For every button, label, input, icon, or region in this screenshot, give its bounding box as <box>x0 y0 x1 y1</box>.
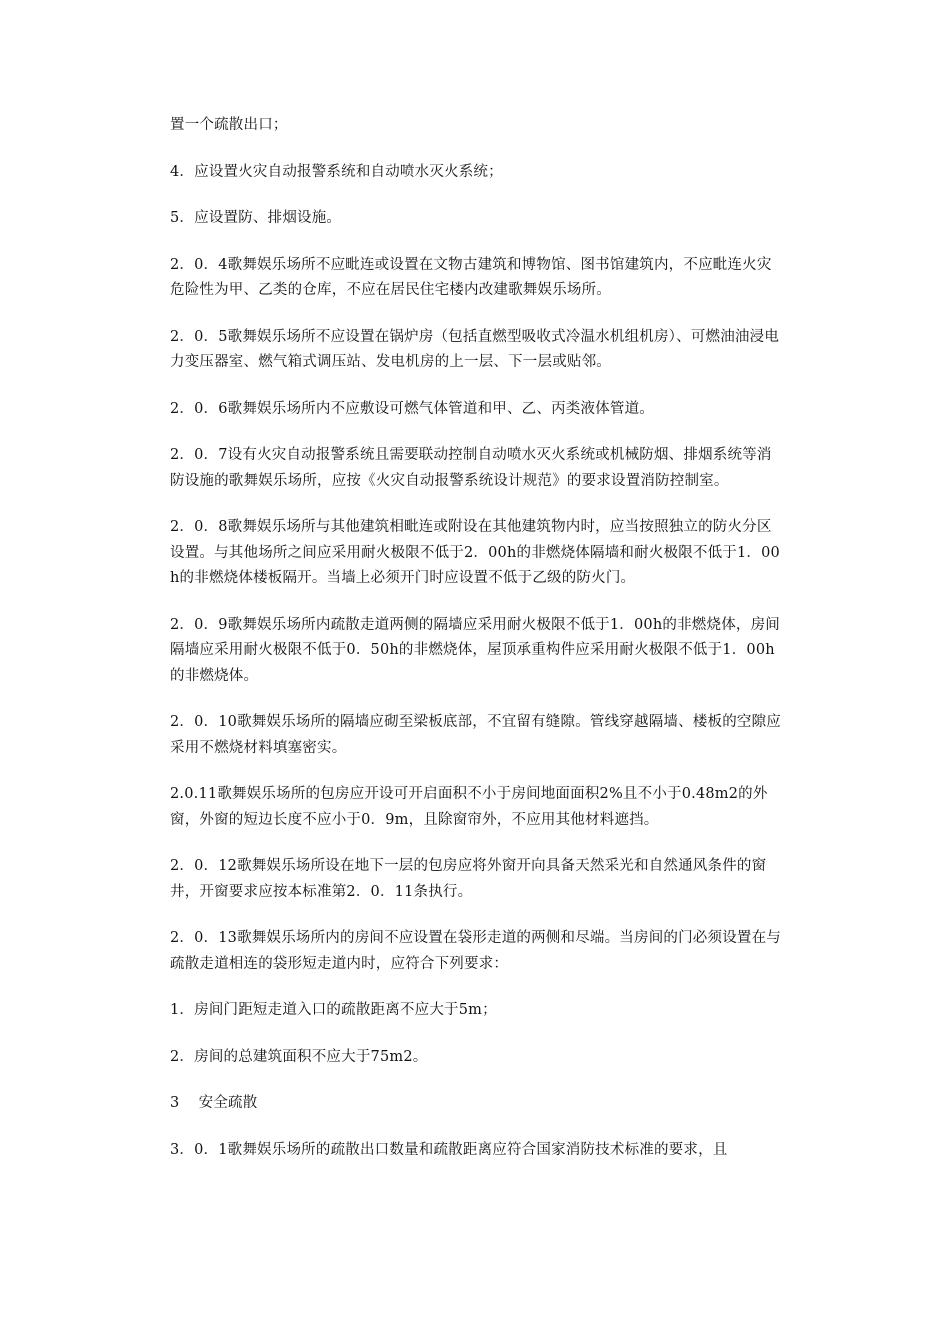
clause-3-0-1: 3．0．1歌舞娱乐场所的疏散出口数量和疏散距离应符合国家消防技术标准的要求，且 <box>170 1141 728 1158</box>
clause-2-0-8: 2．0．8歌舞娱乐场所与其他建筑相毗连或附设在其他建筑物内时，应当按照独立的防火分区设置。与其他场所之间应采用耐火极限不低于2．00h的非燃烧体隔墙和耐火极限不低于1．00h的非燃烧体楼板隔开。当墙上必须开门时应设置不低于乙级的防火门。 <box>170 519 780 586</box>
clause-2-0-10: 2．0．10歌舞娱乐场所的隔墙应砌至梁板底部，不宜留有缝隙。管线穿越隔墙、楼板的空隙应采用不燃烧材料填塞密实。 <box>170 714 781 756</box>
clause-2-0-4: 2．0．4歌舞娱乐场所不应毗连或设置在文物古建筑和博物馆、图书馆建筑内，不应毗连火灾危险性为甲、乙类的仓库，不应在居民住宅楼内改建歌舞娱乐场所。 <box>170 256 772 298</box>
clause-2-0-7: 2．0．7设有火灾自动报警系统且需要联动控制自动喷水灭火系统或机械防烟、排烟系统等消防设施的歌舞娱乐场所，应按《火灾自动报警系统设计规范》的要求设置消防控制室。 <box>170 447 772 489</box>
document-body <box>170 113 782 1184</box>
section-heading: 3 安全疏散 <box>170 1095 258 1111</box>
list-item-4: 4．应设置火灾自动报警系统和自动喷水灭火系统； <box>170 163 503 180</box>
clause-2-0-6: 2．0．6歌舞娱乐场所内不应敷设可燃气体管道和甲、乙、丙类液体管道。 <box>170 400 654 417</box>
clause-2-0-11: 2.0.11歌舞娱乐场所的包房应开设可开启面积不小于房间地面面积2%且不小于0.48m2的外窗，外窗的短边长度不应小于0．9m，且除窗帘外，不应用其他材料遮挡。 <box>170 786 768 828</box>
clause-2-0-5: 2．0．5歌舞娱乐场所不应设置在锅炉房（包括直燃型吸收式冷温水机组机房）、可燃油油浸电力变压器室、燃气箱式调压站、发电机房的上一层、下一层或贴邻。 <box>170 328 780 370</box>
clause-2-0-12: 2．0．12歌舞娱乐场所设在地下一层的包房应将外窗开向具备天然采光和自然通风条件的窗井，开窗要求应按本标准第2．0．11条执行。 <box>170 858 767 900</box>
list-item-2: 2．房间的总建筑面积不应大于75m2。 <box>170 1048 428 1065</box>
clause-2-0-13: 2．0．13歌舞娱乐场所内的房间不应设置在袋形走道的两侧和尽端。当房间的门必须设置在与疏散走道相连的袋形短走道内时，应符合下列要求： <box>170 930 781 972</box>
clause-2-0-9: 2．0．9歌舞娱乐场所内疏散走道两侧的隔墙应采用耐火极限不低于1．00h的非燃烧体，房间隔墙应采用耐火极限不低于0．50h的非燃烧体，屋顶承重构件应采用耐火极限不低于1．00h的非燃烧体。 <box>170 616 780 684</box>
paragraph-continuation: 置一个疏散出口； <box>170 117 288 133</box>
list-item-1: 1．房间门距短走道入口的疏散距离不应大于5m； <box>170 1002 497 1018</box>
list-item-5: 5．应设置防、排烟设施。 <box>170 210 342 226</box>
